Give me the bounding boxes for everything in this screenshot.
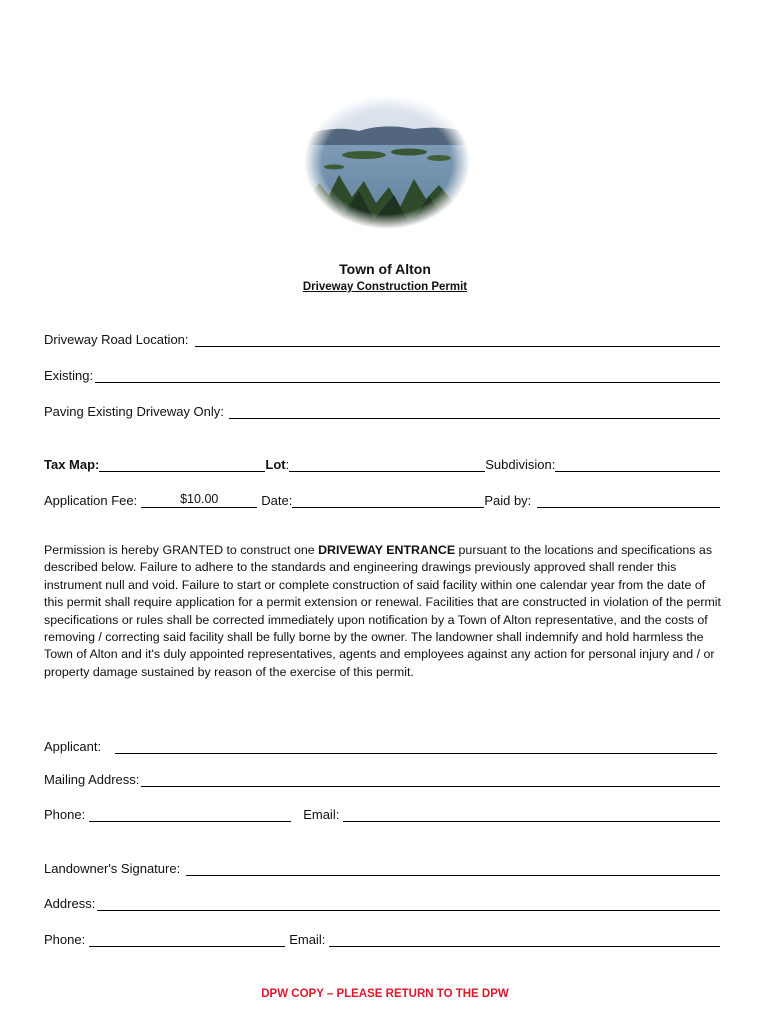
date-field[interactable] [292, 493, 484, 508]
paving-label: Paving Existing Driveway Only: [44, 404, 224, 419]
landowner-contact-row [44, 927, 720, 947]
permit-subtitle: Driveway Construction Permit [302, 281, 468, 293]
landowner-phone-label: Phone: [44, 932, 86, 947]
mailing-address-field[interactable] [141, 772, 720, 787]
landowner-signature-row [44, 856, 720, 876]
mailing-address-row [44, 767, 720, 787]
landowner-address-label: Address: [44, 896, 96, 911]
road-location-label: Driveway Road Location: [44, 332, 189, 347]
applicant-phone-field[interactable] [89, 807, 291, 822]
application-fee-value: $10.00 [141, 492, 257, 508]
existing-row [44, 363, 720, 383]
paragraph-part-1: Permission is hereby GRANTED to construct one [44, 543, 319, 557]
lot-field[interactable] [289, 457, 485, 472]
lot-label: Lot [265, 457, 286, 472]
dpw-copy-footer: DPW COPY – PLEASE RETURN TO THE DPW [261, 988, 509, 1000]
road-location-field[interactable] [195, 332, 720, 347]
road-location-row [44, 327, 720, 347]
applicant-email-field[interactable] [343, 807, 720, 822]
paid-by-label: Paid by: [484, 493, 532, 508]
landowner-address-row [44, 891, 720, 911]
landowner-email-label: Email: [289, 932, 326, 947]
subdivision-label: Subdivision: [485, 457, 556, 472]
applicant-field[interactable] [115, 739, 717, 754]
tax-map-field[interactable] [99, 457, 265, 472]
fee-row [44, 488, 720, 508]
landowner-address-field[interactable] [97, 896, 720, 911]
paving-field[interactable] [229, 404, 720, 419]
paragraph-part-2: pursuant to the locations and specifications as described below. Failure to adhere to the standards and engineering drawings previously approved shall render this instrument null and void. Failure to start or complete construction of said facility within one calendar year from the date of this permit shall require application for a permit extension or renewal. Facilities that are constructed in violation of the permit specifications or rules shall be corrected immediately upon notification by a Town of Alton representative, and the costs of removing / correcting said facility shall be fully borne by the owner. The landowner shall indemnify and hold harmless the Town of Alton and it's duly appointed representatives, agents and employees against any action for personal injury and / or property damage sustained by reason of the exercise of this permit. [44, 543, 721, 679]
applicant-email-label: Email: [303, 807, 340, 822]
paragraph-emphasis: DRIVEWAY ENTRANCE [318, 543, 456, 557]
permission-paragraph [44, 542, 724, 681]
landowner-email-field[interactable] [329, 932, 720, 947]
applicant-phone-label: Phone: [44, 807, 86, 822]
town-logo-lake-image [304, 95, 470, 230]
tax-map-label: Tax Map: [44, 457, 100, 472]
subdivision-field[interactable] [555, 457, 720, 472]
paving-row [44, 399, 720, 419]
existing-label: Existing: [44, 368, 94, 383]
mailing-address-label: Mailing Address: [44, 772, 140, 787]
page-title: Town of Alton [339, 261, 431, 277]
landowner-signature-label: Landowner's Signature: [44, 861, 181, 876]
tax-map-row [44, 452, 720, 472]
applicant-label: Applicant: [44, 739, 102, 754]
paid-by-field[interactable] [537, 493, 720, 508]
applicant-row [44, 734, 720, 754]
existing-field[interactable] [95, 368, 720, 383]
lot-colon: : [285, 457, 290, 472]
application-fee-label: Application Fee: [44, 493, 138, 508]
date-label: Date: [261, 493, 293, 508]
landowner-phone-field[interactable] [89, 932, 285, 947]
applicant-contact-row [44, 802, 720, 822]
landowner-signature-field[interactable] [186, 861, 720, 876]
